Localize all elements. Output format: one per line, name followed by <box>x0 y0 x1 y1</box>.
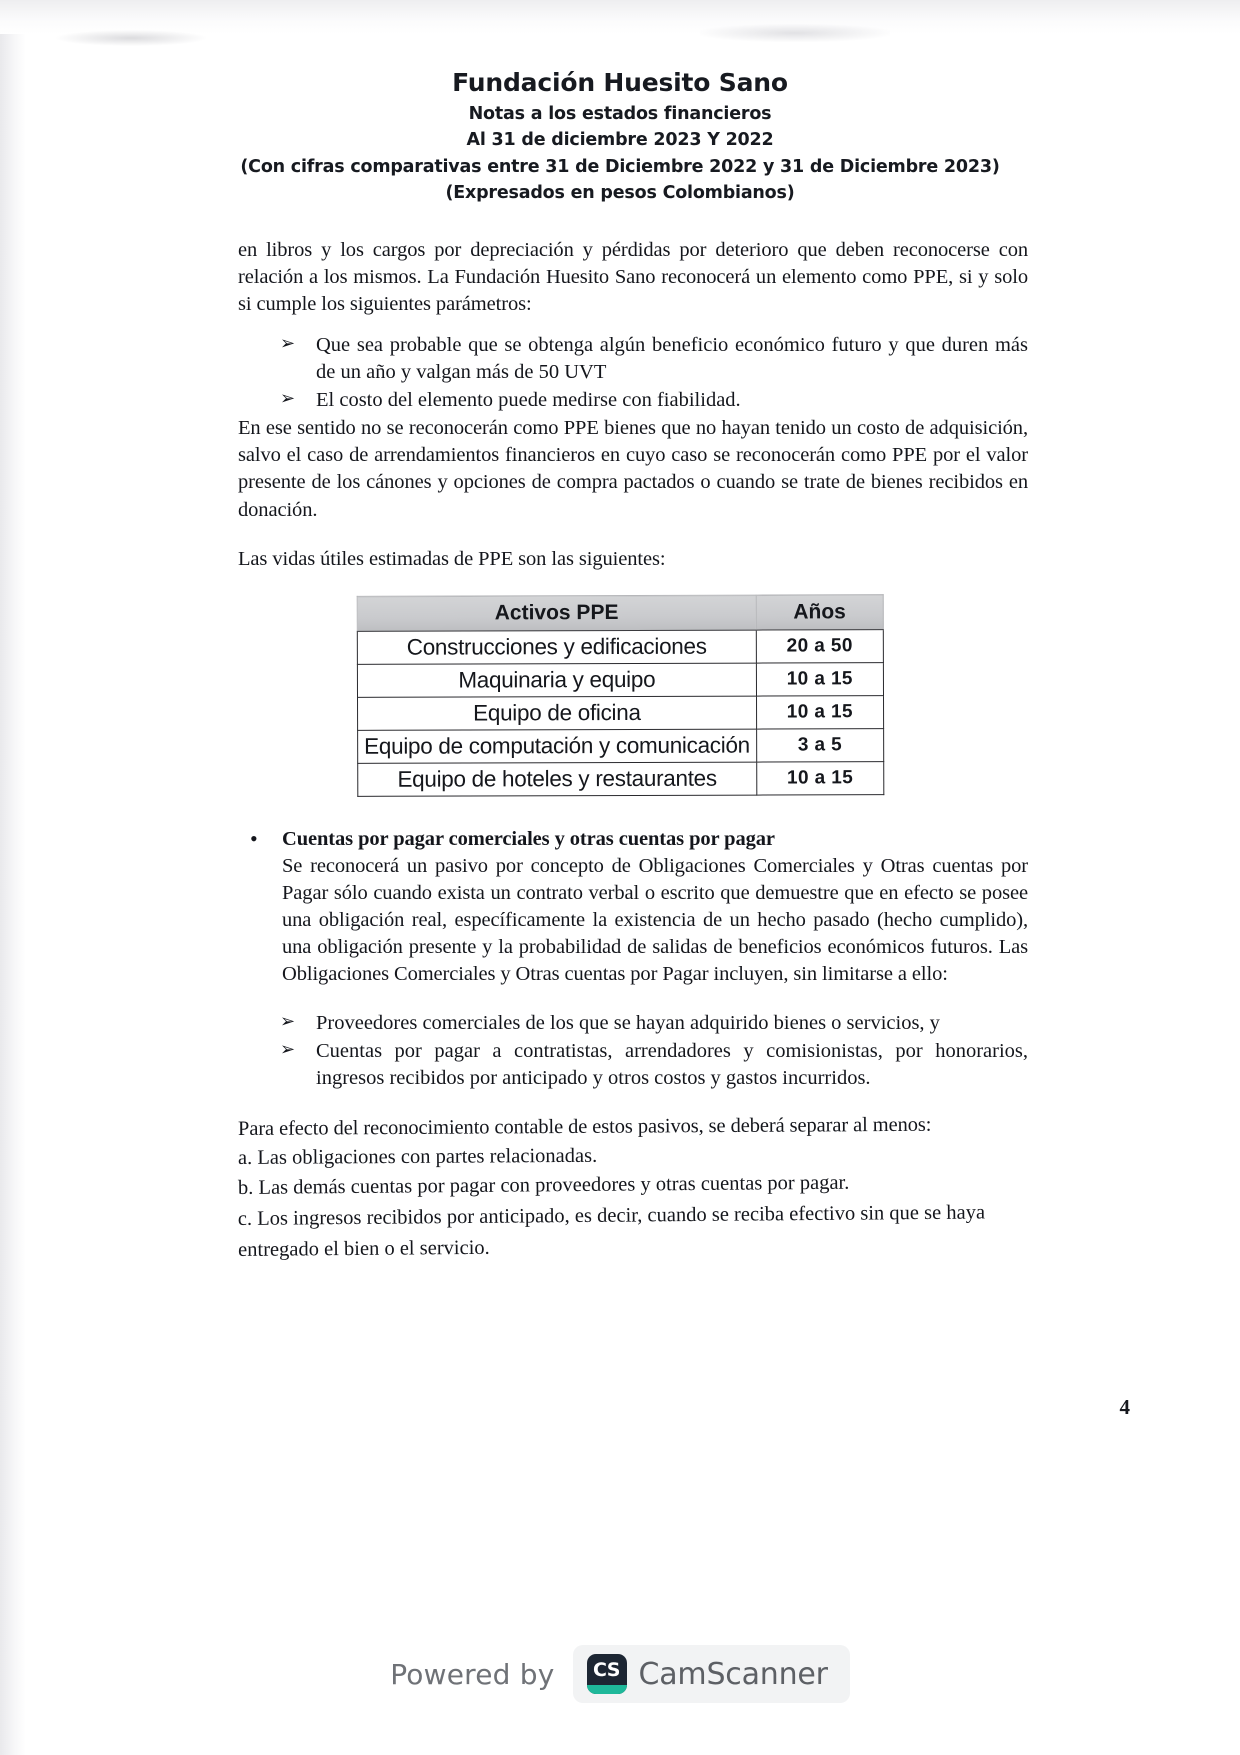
cell-asset: Construcciones y edificaciones <box>357 630 756 664</box>
camscanner-logo-text: CS <box>593 1658 620 1681</box>
useful-lives-table <box>356 594 884 797</box>
ppe-table-container <box>0 595 1240 796</box>
column-header-years: Años <box>755 594 882 629</box>
lettered-items <box>238 1143 1028 1266</box>
table-header-row <box>357 594 883 631</box>
subtitle-line-notes: Notas a los estados financieros <box>468 104 772 124</box>
cell-years: 20 a 50 <box>755 629 882 662</box>
after-criteria-paragraph: En ese sentido no se reconocerán como PPE bienes que no hayan tenido un costo de adquisición, salvo el caso de arrendamientos financieros en cuyo caso se reconocerán como PPE por el valor presente de los cánones y opciones de compra pactados o cuando se trate de bienes recibidos en donación. <box>238 417 1028 521</box>
arrow-bullet-icon: ➢ <box>280 1039 296 1061</box>
section-paragraph: Se reconocerá un pasivo por concepto de Obligaciones Comerciales y Otras cuentas por Pagar sólo cuando exista un contrato verbal o escrito que demuestre que en efecto se posee una obligación real, específicamente la existencia de un hecho pasado (hecho cumplido), una obligación presente y la probabilidad de salidas de beneficios económicos futuros. Las Obligaciones Comerciales y Otras cuentas por Pagar incluyen, sin limitarse a ello: <box>282 854 1028 985</box>
list-item <box>238 1038 1028 1093</box>
list-item <box>238 332 1028 387</box>
arrow-bullet-icon: ➢ <box>280 388 296 410</box>
section-heading: Cuentas por pagar comerciales y otras cuentas por pagar <box>282 827 775 850</box>
cell-asset: Equipo de oficina <box>357 696 756 730</box>
payables-section <box>212 826 1028 1266</box>
organization-title: Fundación Huesito Sano <box>452 68 788 97</box>
cell-asset: Equipo de computación y comunicación <box>357 729 756 763</box>
list-item-label: Cuentas por pagar a contratistas, arrendadores y comisionistas, por honorarios, ingresos recibidos por anticipado y otros costos y gastos incurridos. <box>316 1040 1028 1090</box>
table-intro-text: Las vidas útiles estimadas de PPE son las siguientes: <box>238 547 666 570</box>
camscanner-brand-name: CamScanner <box>638 1656 828 1692</box>
table-row <box>357 695 883 730</box>
page-number: 4 <box>1119 1395 1130 1419</box>
cell-years: 10 a 15 <box>756 662 883 695</box>
cell-years: 3 a 5 <box>756 728 883 761</box>
subtitle-line-date: Al 31 de diciembre 2023 Y 2022 <box>466 130 774 151</box>
camscanner-footer <box>0 1645 1240 1703</box>
closing-paragraph: Para efecto del reconocimiento contable de estos pasivos, se deberá separar al menos: <box>237 1113 932 1140</box>
arrow-bullet-icon: ➢ <box>280 332 296 354</box>
camscanner-logo-accent-bar <box>587 1685 627 1694</box>
table-row <box>357 761 883 796</box>
table-row <box>357 728 883 763</box>
dot-bullet-icon: • <box>250 825 258 851</box>
subtitle-line-comparative: (Con cifras comparativas entre 31 de Diciembre 2022 y 31 de Diciembre 2023) <box>240 156 1000 177</box>
table-row <box>357 629 883 664</box>
arrow-bullet-icon: ➢ <box>280 1010 296 1032</box>
cell-asset: Maquinaria y equipo <box>357 663 756 697</box>
camscanner-logo-icon <box>587 1654 627 1694</box>
list-item <box>238 387 1028 414</box>
list-item-label: Proveedores comerciales de los que se hayan adquirido bienes o servicios, y <box>316 1011 940 1034</box>
lettered-item-c: c. Los ingresos recibidos por anticipado, es decir, cuando se reciba efectivo sin que se haya entregado el bien o el servicio. <box>237 1201 986 1261</box>
lettered-item-a: a. Las obligaciones con partes relacionadas. <box>237 1144 598 1169</box>
subtitle-line-currency: (Expresados en pesos Colombianos) <box>445 183 795 204</box>
table-row <box>357 662 883 697</box>
document-subtitle-block <box>0 102 1240 207</box>
lettered-item-b: b. Las demás cuentas por pagar con proveedores y otras cuentas por pagar. <box>237 1172 850 1200</box>
payables-bullet-block <box>238 826 1028 988</box>
cell-asset: Equipo de hoteles y restaurantes <box>357 762 756 796</box>
payables-items-list <box>238 1010 1028 1093</box>
document-body <box>212 237 1028 573</box>
powered-by-label: Powered by <box>390 1657 555 1691</box>
list-item-label: Que sea probable que se obtenga algún beneficio económico futuro y que duren más de un año y valgan más de 50 UVT <box>316 333 1028 383</box>
intro-paragraph: en libros y los cargos por depreciación y pérdidas por deterioro que deben reconocerse con relación a los mismos. La Fundación Huesito Sano reconocerá un elemento como PPE, si y solo si cumple los siguientes parámetros: <box>238 238 1028 315</box>
criteria-list <box>238 332 1028 415</box>
cell-years: 10 a 15 <box>756 761 883 794</box>
document-header <box>0 68 1240 207</box>
cell-years: 10 a 15 <box>756 695 883 728</box>
column-header-assets: Activos PPE <box>357 595 756 631</box>
list-item-label: El costo del elemento puede medirse con fiabilidad. <box>316 389 741 412</box>
list-item <box>238 1010 1028 1037</box>
camscanner-brand-chip <box>573 1645 850 1703</box>
